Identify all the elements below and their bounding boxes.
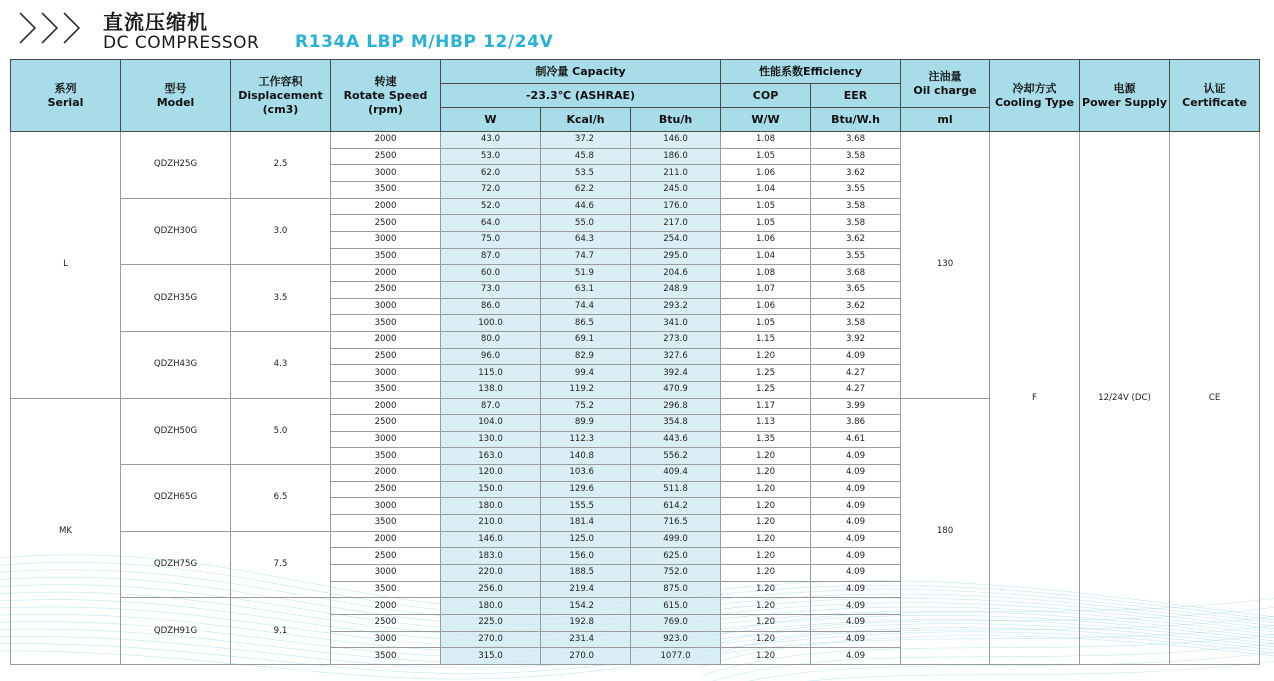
header-displacement: 工作容积 Displacement (cm3) — [231, 60, 331, 132]
eer-cell: 4.27 — [811, 365, 901, 382]
header-serial: 系列 Serial — [11, 60, 121, 132]
capacity-btu-cell: 327.6 — [631, 348, 721, 365]
speed-cell: 2500 — [331, 148, 441, 165]
cop-cell: 1.05 — [721, 215, 811, 232]
capacity-btu-cell: 146.0 — [631, 132, 721, 149]
displacement-cell: 3.0 — [231, 198, 331, 265]
page-title-english: DC COMPRESSOR — [103, 33, 260, 53]
eer-cell: 4.09 — [811, 531, 901, 548]
cop-cell: 1.20 — [721, 515, 811, 532]
capacity-w-cell: 100.0 — [441, 315, 541, 332]
speed-cell: 3000 — [331, 631, 441, 648]
speed-cell: 3500 — [331, 315, 441, 332]
displacement-cell: 9.1 — [231, 598, 331, 665]
capacity-btu-cell: 625.0 — [631, 548, 721, 565]
capacity-w-cell: 150.0 — [441, 481, 541, 498]
cop-cell: 1.05 — [721, 198, 811, 215]
compressor-spec-table — [10, 59, 1260, 665]
speed-cell: 2000 — [331, 265, 441, 282]
capacity-w-cell: 86.0 — [441, 298, 541, 315]
header-efficiency: 性能系数Efficiency — [721, 60, 901, 84]
capacity-btu-cell: 1077.0 — [631, 648, 721, 665]
eer-cell: 4.09 — [811, 631, 901, 648]
capacity-w-cell: 104.0 — [441, 415, 541, 432]
eer-cell: 4.09 — [811, 515, 901, 532]
eer-cell: 3.65 — [811, 281, 901, 298]
capacity-btu-cell: 556.2 — [631, 448, 721, 465]
eer-cell: 4.09 — [811, 648, 901, 665]
capacity-w-cell: 180.0 — [441, 598, 541, 615]
capacity-btu-cell: 295.0 — [631, 248, 721, 265]
capacity-kcal-cell: 62.2 — [541, 181, 631, 198]
refrigerant-subtitle: R134A LBP M/HBP 12/24V — [295, 32, 554, 52]
cop-cell: 1.35 — [721, 431, 811, 448]
spec-table-body — [11, 132, 1260, 665]
header-rotate-speed: 转速 Rotate Speed (rpm) — [331, 60, 441, 132]
page-header — [0, 0, 1274, 58]
speed-cell: 2500 — [331, 348, 441, 365]
header-capacity: 制冷量 Capacity — [441, 60, 721, 84]
serial-cell: MK — [11, 398, 121, 665]
eer-cell: 4.09 — [811, 565, 901, 582]
speed-cell: 3500 — [331, 181, 441, 198]
model-cell: QDZH30G — [121, 198, 231, 265]
cop-cell: 1.20 — [721, 581, 811, 598]
capacity-btu-cell: 248.9 — [631, 281, 721, 298]
capacity-w-cell: 87.0 — [441, 398, 541, 415]
model-cell: QDZH43G — [121, 331, 231, 398]
capacity-kcal-cell: 64.3 — [541, 231, 631, 248]
capacity-kcal-cell: 51.9 — [541, 265, 631, 282]
capacity-w-cell: 180.0 — [441, 498, 541, 515]
cop-cell: 1.17 — [721, 398, 811, 415]
header-cooling-type: 冷却方式 Cooling Type — [990, 60, 1080, 132]
capacity-w-cell: 138.0 — [441, 381, 541, 398]
cop-cell: 1.20 — [721, 481, 811, 498]
eer-cell: 4.61 — [811, 431, 901, 448]
cop-cell: 1.06 — [721, 231, 811, 248]
speed-cell: 3000 — [331, 565, 441, 582]
header-capacity-condition: -23.3℃ (ASHRAE) — [441, 84, 721, 108]
header-power-supply: 电源 Power Supply — [1080, 60, 1170, 132]
capacity-btu-cell: 217.0 — [631, 215, 721, 232]
oil-charge-cell: 180 — [901, 398, 990, 665]
eer-cell: 4.09 — [811, 448, 901, 465]
capacity-kcal-cell: 112.3 — [541, 431, 631, 448]
capacity-kcal-cell: 156.0 — [541, 548, 631, 565]
capacity-btu-cell: 186.0 — [631, 148, 721, 165]
capacity-kcal-cell: 99.4 — [541, 365, 631, 382]
speed-cell: 2500 — [331, 615, 441, 632]
cop-cell: 1.20 — [721, 648, 811, 665]
capacity-kcal-cell: 74.7 — [541, 248, 631, 265]
speed-cell: 3500 — [331, 248, 441, 265]
capacity-btu-cell: 443.6 — [631, 431, 721, 448]
capacity-btu-cell: 752.0 — [631, 565, 721, 582]
header-model: 型号 Model — [121, 60, 231, 132]
capacity-btu-cell: 273.0 — [631, 331, 721, 348]
model-cell: QDZH91G — [121, 598, 231, 665]
displacement-cell: 3.5 — [231, 265, 331, 332]
speed-cell: 2500 — [331, 415, 441, 432]
capacity-btu-cell: 204.6 — [631, 265, 721, 282]
cop-cell: 1.20 — [721, 548, 811, 565]
eer-cell: 3.58 — [811, 148, 901, 165]
eer-cell: 3.62 — [811, 231, 901, 248]
capacity-kcal-cell: 155.5 — [541, 498, 631, 515]
capacity-w-cell: 72.0 — [441, 181, 541, 198]
speed-cell: 2500 — [331, 215, 441, 232]
capacity-kcal-cell: 45.8 — [541, 148, 631, 165]
capacity-btu-cell: 716.5 — [631, 515, 721, 532]
cop-cell: 1.25 — [721, 365, 811, 382]
eer-cell: 3.92 — [811, 331, 901, 348]
capacity-kcal-cell: 74.4 — [541, 298, 631, 315]
eer-cell: 3.68 — [811, 265, 901, 282]
capacity-w-cell: 183.0 — [441, 548, 541, 565]
capacity-w-cell: 53.0 — [441, 148, 541, 165]
speed-cell: 2000 — [331, 598, 441, 615]
cop-cell: 1.20 — [721, 448, 811, 465]
capacity-w-cell: 220.0 — [441, 565, 541, 582]
displacement-cell: 7.5 — [231, 531, 331, 598]
power-supply-cell: 12/24V (DC) — [1080, 132, 1170, 665]
cop-cell: 1.05 — [721, 315, 811, 332]
cop-cell: 1.08 — [721, 265, 811, 282]
header-unit-eer: Btu/W.h — [811, 108, 901, 132]
eer-cell: 3.58 — [811, 215, 901, 232]
eer-cell: 4.09 — [811, 615, 901, 632]
capacity-w-cell: 43.0 — [441, 132, 541, 149]
capacity-w-cell: 270.0 — [441, 631, 541, 648]
model-cell: QDZH35G — [121, 265, 231, 332]
capacity-w-cell: 87.0 — [441, 248, 541, 265]
speed-cell: 2500 — [331, 481, 441, 498]
cop-cell: 1.20 — [721, 465, 811, 482]
capacity-kcal-cell: 181.4 — [541, 515, 631, 532]
capacity-btu-cell: 615.0 — [631, 598, 721, 615]
capacity-kcal-cell: 75.2 — [541, 398, 631, 415]
header-unit-kcal: Kcal/h — [541, 108, 631, 132]
capacity-w-cell: 96.0 — [441, 348, 541, 365]
cop-cell: 1.15 — [721, 331, 811, 348]
speed-cell: 2000 — [331, 398, 441, 415]
speed-cell: 3000 — [331, 231, 441, 248]
capacity-kcal-cell: 192.8 — [541, 615, 631, 632]
header-unit-cop: W/W — [721, 108, 811, 132]
capacity-w-cell: 52.0 — [441, 198, 541, 215]
model-cell: QDZH25G — [121, 132, 231, 199]
cop-cell: 1.20 — [721, 498, 811, 515]
speed-cell: 2000 — [331, 331, 441, 348]
capacity-kcal-cell: 129.6 — [541, 481, 631, 498]
cop-cell: 1.06 — [721, 165, 811, 182]
capacity-btu-cell: 511.8 — [631, 481, 721, 498]
capacity-kcal-cell: 55.0 — [541, 215, 631, 232]
capacity-btu-cell: 211.0 — [631, 165, 721, 182]
capacity-w-cell: 75.0 — [441, 231, 541, 248]
cop-cell: 1.20 — [721, 531, 811, 548]
cop-cell: 1.04 — [721, 181, 811, 198]
serial-cell: L — [11, 132, 121, 399]
model-cell: QDZH65G — [121, 465, 231, 532]
cop-cell: 1.04 — [721, 248, 811, 265]
capacity-btu-cell: 499.0 — [631, 531, 721, 548]
eer-cell: 4.09 — [811, 481, 901, 498]
capacity-btu-cell: 769.0 — [631, 615, 721, 632]
capacity-btu-cell: 293.2 — [631, 298, 721, 315]
capacity-btu-cell: 354.8 — [631, 415, 721, 432]
capacity-kcal-cell: 154.2 — [541, 598, 631, 615]
capacity-w-cell: 210.0 — [441, 515, 541, 532]
capacity-w-cell: 115.0 — [441, 365, 541, 382]
eer-cell: 4.09 — [811, 465, 901, 482]
cop-cell: 1.20 — [721, 348, 811, 365]
cop-cell: 1.13 — [721, 415, 811, 432]
capacity-kcal-cell: 53.5 — [541, 165, 631, 182]
capacity-kcal-cell: 89.9 — [541, 415, 631, 432]
capacity-kcal-cell: 188.5 — [541, 565, 631, 582]
table-row — [11, 132, 1260, 149]
capacity-kcal-cell: 86.5 — [541, 315, 631, 332]
capacity-w-cell: 120.0 — [441, 465, 541, 482]
capacity-btu-cell: 614.2 — [631, 498, 721, 515]
triple-chevron-icon — [18, 10, 90, 46]
speed-cell: 3500 — [331, 515, 441, 532]
capacity-w-cell: 62.0 — [441, 165, 541, 182]
eer-cell: 4.09 — [811, 548, 901, 565]
model-cell: QDZH50G — [121, 398, 231, 465]
cop-cell: 1.20 — [721, 598, 811, 615]
capacity-kcal-cell: 82.9 — [541, 348, 631, 365]
capacity-w-cell: 60.0 — [441, 265, 541, 282]
capacity-w-cell: 64.0 — [441, 215, 541, 232]
capacity-kcal-cell: 69.1 — [541, 331, 631, 348]
capacity-w-cell: 130.0 — [441, 431, 541, 448]
page-title-chinese: 直流压缩机 — [103, 10, 208, 34]
capacity-kcal-cell: 37.2 — [541, 132, 631, 149]
eer-cell: 4.09 — [811, 498, 901, 515]
header-unit-oil: ml — [901, 108, 990, 132]
capacity-btu-cell: 392.4 — [631, 365, 721, 382]
displacement-cell: 5.0 — [231, 398, 331, 465]
eer-cell: 3.55 — [811, 181, 901, 198]
capacity-btu-cell: 296.8 — [631, 398, 721, 415]
speed-cell: 3000 — [331, 298, 441, 315]
eer-cell: 3.62 — [811, 165, 901, 182]
speed-cell: 3500 — [331, 648, 441, 665]
capacity-kcal-cell: 140.8 — [541, 448, 631, 465]
eer-cell: 4.09 — [811, 581, 901, 598]
speed-cell: 3000 — [331, 498, 441, 515]
eer-cell: 4.09 — [811, 348, 901, 365]
cop-cell: 1.20 — [721, 631, 811, 648]
cop-cell: 1.20 — [721, 615, 811, 632]
speed-cell: 2500 — [331, 281, 441, 298]
capacity-btu-cell: 341.0 — [631, 315, 721, 332]
header-unit-btu: Btu/h — [631, 108, 721, 132]
eer-cell: 3.58 — [811, 315, 901, 332]
eer-cell: 3.55 — [811, 248, 901, 265]
cop-cell: 1.20 — [721, 565, 811, 582]
capacity-kcal-cell: 231.4 — [541, 631, 631, 648]
cop-cell: 1.08 — [721, 132, 811, 149]
capacity-btu-cell: 470.9 — [631, 381, 721, 398]
capacity-w-cell: 163.0 — [441, 448, 541, 465]
speed-cell: 3000 — [331, 365, 441, 382]
model-cell: QDZH75G — [121, 531, 231, 598]
capacity-w-cell: 73.0 — [441, 281, 541, 298]
capacity-w-cell: 146.0 — [441, 531, 541, 548]
capacity-btu-cell: 409.4 — [631, 465, 721, 482]
capacity-btu-cell: 245.0 — [631, 181, 721, 198]
speed-cell: 3500 — [331, 581, 441, 598]
capacity-kcal-cell: 219.4 — [541, 581, 631, 598]
capacity-w-cell: 225.0 — [441, 615, 541, 632]
header-oil-charge: 注油量 Oil charge — [901, 60, 990, 108]
capacity-kcal-cell: 125.0 — [541, 531, 631, 548]
header-unit-w: W — [441, 108, 541, 132]
eer-cell: 3.68 — [811, 132, 901, 149]
capacity-w-cell: 256.0 — [441, 581, 541, 598]
speed-cell: 3500 — [331, 381, 441, 398]
capacity-kcal-cell: 63.1 — [541, 281, 631, 298]
eer-cell: 3.62 — [811, 298, 901, 315]
capacity-w-cell: 315.0 — [441, 648, 541, 665]
eer-cell: 3.86 — [811, 415, 901, 432]
capacity-w-cell: 80.0 — [441, 331, 541, 348]
capacity-btu-cell: 875.0 — [631, 581, 721, 598]
certificate-cell: CE — [1170, 132, 1260, 665]
cop-cell: 1.25 — [721, 381, 811, 398]
capacity-kcal-cell: 103.6 — [541, 465, 631, 482]
speed-cell: 3500 — [331, 448, 441, 465]
header-certificate: 认证 Certificate — [1170, 60, 1260, 132]
displacement-cell: 2.5 — [231, 132, 331, 199]
speed-cell: 2000 — [331, 465, 441, 482]
cooling-type-cell: F — [990, 132, 1080, 665]
header-cop: COP — [721, 84, 811, 108]
speed-cell: 2000 — [331, 531, 441, 548]
eer-cell: 4.27 — [811, 381, 901, 398]
speed-cell: 2500 — [331, 548, 441, 565]
capacity-btu-cell: 176.0 — [631, 198, 721, 215]
displacement-cell: 6.5 — [231, 465, 331, 532]
speed-cell: 3000 — [331, 431, 441, 448]
eer-cell: 4.09 — [811, 598, 901, 615]
speed-cell: 3000 — [331, 165, 441, 182]
cop-cell: 1.05 — [721, 148, 811, 165]
eer-cell: 3.58 — [811, 198, 901, 215]
displacement-cell: 4.3 — [231, 331, 331, 398]
capacity-btu-cell: 254.0 — [631, 231, 721, 248]
capacity-kcal-cell: 119.2 — [541, 381, 631, 398]
oil-charge-cell: 130 — [901, 132, 990, 399]
capacity-kcal-cell: 270.0 — [541, 648, 631, 665]
capacity-kcal-cell: 44.6 — [541, 198, 631, 215]
header-eer: EER — [811, 84, 901, 108]
cop-cell: 1.07 — [721, 281, 811, 298]
capacity-btu-cell: 923.0 — [631, 631, 721, 648]
speed-cell: 2000 — [331, 198, 441, 215]
cop-cell: 1.06 — [721, 298, 811, 315]
eer-cell: 3.99 — [811, 398, 901, 415]
speed-cell: 2000 — [331, 132, 441, 149]
